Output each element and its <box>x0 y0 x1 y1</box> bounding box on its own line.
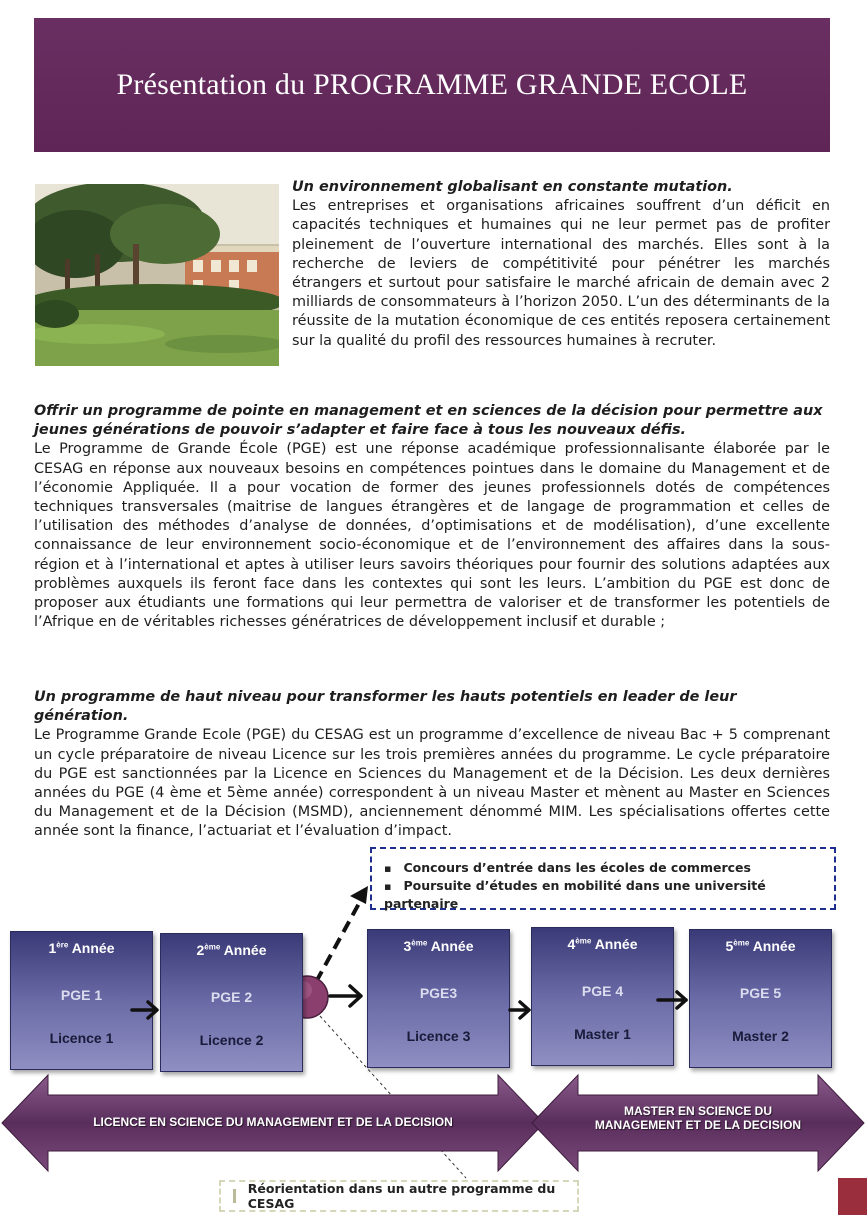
corner-tab <box>838 1178 867 1215</box>
section-program-heading: Un programme de haut niveau pour transformer les hauts potentiels en leader de leur génération. <box>34 689 737 725</box>
note-item: ▪ Poursuite d’études en mobilité dans une université partenaire <box>384 877 834 912</box>
year-5-pge: PGE 5 <box>739 985 782 1001</box>
year-5-title: 5ème Année <box>725 938 796 954</box>
year-3-title: 3ème Année <box>403 938 474 954</box>
year-2-title: 2ème Année <box>196 942 267 958</box>
year-2-pge: PGE 2 <box>210 989 253 1005</box>
year-1-title: 1ère Année <box>48 940 115 956</box>
section-program-body: Le Programme Grande Ecole (PGE) du CESAG est un programme d’excellence de niveau Bac + 5 comprenant un cycle préparatoire de niveau Licence sur les trois premières années du programme. Le cycle préparatoire du PGE est sanctionnées par la Licence en Sciences du Management et de la Décision. Les deux dernières années du PGE (4 ème et 5ème année) correspondent à un niveau Master et mènent au Master en Sciences du Management et de la Décision (MSMD), anciennement dénommé MIM. Les spécialisations offertes cette année sont la finance, l’actuariat et l’évaluation d’impact. <box>34 727 830 840</box>
section-offer-heading: Offrir un programme de pointe en management et en sciences de la décision pour permettre aux jeunes générations de pouvoir s’adapter et faire face à tous les nouveaux défis. <box>34 403 823 439</box>
section-environment-body: Les entreprises et organisations africaines souffrent d’un déficit en capacités techniques et humaines qui ne leur permet pas de profiter pleinement de l’ouverture international des marchés. Elles sont à la recherche de leviers de compétitivité pour pénétrer les marchés étrangers et surtout pour satisfaire le marché africain de demain avec 2 milliards de consommateurs à l’horizon 2050. L’un des déterminants de la réussite de la mutation économique de ces entités reposera certainement sur la qualité du profil des ressources humaines à recruter. <box>292 198 830 349</box>
year-4-title: 4ème Année <box>567 936 638 952</box>
master-band-label: MASTER EN SCIENCE DU MANAGEMENT ET DE LA DECISION <box>594 1104 802 1132</box>
year-4-degree: Master 1 <box>574 1026 631 1042</box>
page-title: Présentation du PROGRAMME GRANDE ECOLE <box>116 68 748 101</box>
reorientation-label: Réorientation dans un autre programme du CESAG <box>247 1181 556 1211</box>
year-3-pge: PGE3 <box>419 985 458 1001</box>
reorientation-marker <box>233 1189 236 1203</box>
year-5-degree: Master 2 <box>732 1028 789 1044</box>
licence-band-label: LICENCE EN SCIENCE DU MANAGEMENT ET DE LA DECISION <box>93 1115 453 1129</box>
year-1-degree: Licence 1 <box>49 1030 114 1046</box>
reorientation-box <box>219 1180 579 1212</box>
section-offer-body: Le Programme de Grande École (PGE) est une réponse académique professionnalisante élaborée par le CESAG en réponse aux nouveaux besoins en compétences pointues dans le domaine du Management et de l’économie Appliquée. Il a pour vocation de former des jeunes professionnels dotés de compétences techniques transversales (maitrise de langues étrangères et de langage de programmation et celles de l’utilisation des méthodes d’analyse de données, d’optimisations et de modélisation), d’une excellente connaissance de leur environnement socio-économique et de l’environnement des affaires dans la sous-région et à l’international et aptes à utiliser leurs savoirs théoriques pour fournir des solutions adaptées aux problèmes auxquels ils feront face dans les contextes qui sont les leurs. L’ambition du PGE est donc de proposer aux étudiants une formations qui leur permettra de valoriser et de transformer les potentiels de l’Afrique en de véritables richesses génératrices de développement inclusif et durable ; <box>34 441 830 631</box>
year-4-pge: PGE 4 <box>581 983 624 999</box>
year-3-degree: Licence 3 <box>406 1028 471 1044</box>
note-item: ▪ Concours d’entrée dans les écoles de commerces <box>384 859 834 877</box>
year-1-pge: PGE 1 <box>60 987 103 1003</box>
year-2-degree: Licence 2 <box>199 1032 264 1048</box>
section-environment-heading: Un environnement globalisant en constante mutation. <box>292 179 733 195</box>
